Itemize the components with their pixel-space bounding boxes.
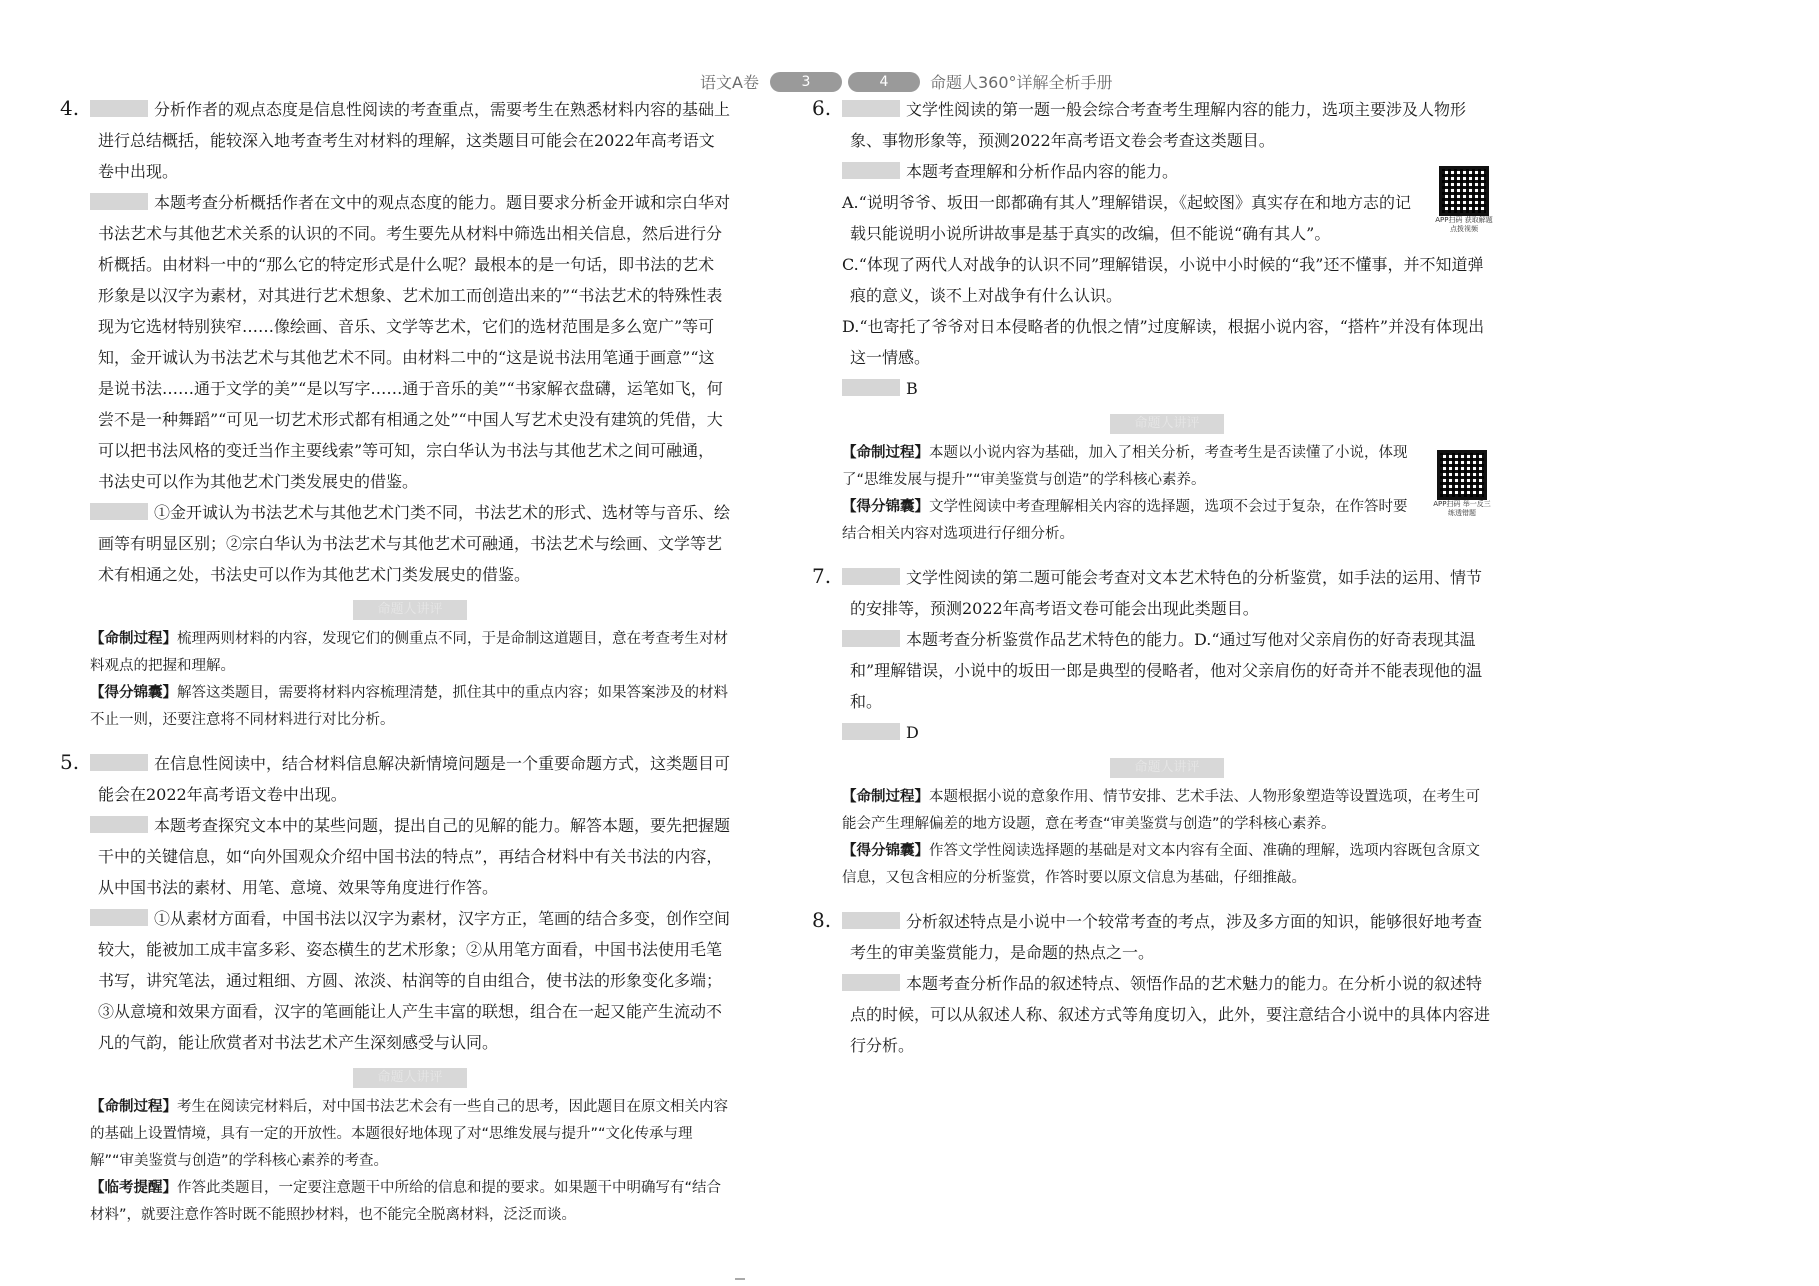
qr-code-2[interactable]: [1432, 450, 1492, 518]
intro-text: 文学性阅读的第二题可能会考查对文本艺术特色的分析鉴赏，如手法的运用、情节的安排等，预测2022年高考语文卷可能会出现此类题目。: [850, 568, 1483, 618]
question-number: 4.: [60, 96, 80, 120]
note-label: 【得分锦囊】: [842, 499, 929, 515]
note-label: 【临考提醒】: [90, 1180, 177, 1196]
question-6: [812, 94, 1493, 548]
question-8: [812, 906, 1492, 1061]
label-tag: [90, 909, 148, 926]
analysis-text: 本题考查探究文本中的某些问题，提出自己的见解的能力。解答本题，要先把握题干中的关键信息，如“向外国观众介绍中国书法的特点”，再结合材料中有关书法的内容，从中国书法的素材、用笔、意境、效果等角度进行作答。: [98, 816, 731, 897]
intro-text: 分析作者的观点态度是信息性阅读的考查重点，需要考生在熟悉材料内容的基础上进行总结概括，能较深入地考查考生对材料的理解，这类题目可能会在2022年高考语文卷中出现。: [98, 100, 731, 181]
label-tag: [842, 568, 900, 585]
option-c: C.“体现了两代人对战争的认识不同”理解错误，小说中小时候的“我”还不懂事，并不知道弹痕的意义，谈不上对战争有什么认识。: [842, 255, 1484, 305]
label-tag: [842, 974, 900, 991]
right-column: [812, 88, 1493, 1061]
section-banner: 命题人讲评: [1110, 414, 1224, 434]
note-text: 梳理两则材料的内容，发现它们的侧重点不同，于是命制这道题目，意在考查考生对材料观点的把握和理解。: [90, 631, 728, 674]
qr-caption: APP扫码 举一反三练透错题: [1433, 500, 1491, 517]
label-tag: [90, 503, 148, 520]
question-7: [812, 562, 1492, 892]
page-divider-mark: [735, 1278, 745, 1280]
question-number: 5.: [60, 750, 80, 774]
note-label: 【得分锦囊】: [90, 685, 177, 701]
note-label: 【命制过程】: [842, 789, 929, 805]
answer-text: B: [906, 379, 918, 398]
note-text: 作答文学性阅读选择题的基础是对文本内容有全面、准确的理解，选项内容既包含原文信息，又包含相应的分析鉴赏，作答时要以原文信息为基础，仔细推敲。: [842, 843, 1480, 886]
header-subject: 语文A卷: [700, 73, 759, 92]
label-tag: [90, 193, 148, 210]
analysis-text: 本题考查分析概括作者在文中的观点态度的能力。题目要求分析金开诚和宗白华对书法艺术与其他艺术关系的认识的不同。考生要先从材料中筛选出相关信息，然后进行分析概括。由材料一中的“那么它的特定形式是什么呢？最根本的是一句话，即书法的艺术形象是以汉字为素材，对其进行艺术想象、艺术加工而创造出来的”“书法艺术的特殊性表现为它选材特别狭窄……像绘画、音乐、文学等艺术，它们的选材范围是多么宽广”等可知，金开诚认为书法艺术与其他艺术不同。由材料二中的“这是说书法用笔通于画意”“这是说书法……通于文学的美”“是以写字……通于音乐的美”“书家解衣盘礴，运笔如飞，何尝不是一种舞蹈”“可见一切艺术形式都有相通之处”“中国人写艺术史没有建筑的凭借，大可以把书法风格的变迁当作主要线索”等可知，宗白华认为书法与其他艺术之间可融通，书法史可以作为其他艺术门类发展史的借鉴。: [98, 193, 731, 491]
qr-code-1[interactable]: [1434, 166, 1494, 234]
note-text: 本题根据小说的意象作用、情节安排、艺术手法、人物形象塑造等设置选项，在考生可能会产生理解偏差的地方设题，意在考查“审美鉴赏与创造”的学科核心素养。: [842, 789, 1480, 832]
note-text: 解答这类题目，需要将材料内容梳理清楚，抓住其中的重点内容；如果答案涉及的材料不止一则，还要注意将不同材料进行对比分析。: [90, 685, 728, 728]
qr-code-icon: [1439, 166, 1489, 216]
option-a: A.“说明爷爷、坂田一郎都确有其人”理解错误，《起蛟图》真实存在和地方志的记载只能说明小说所讲故事是基于真实的改编，但不能说“确有其人”。: [842, 193, 1412, 243]
intro-text: 文学性阅读的第一题一般会综合考查考生理解内容的能力，选项主要涉及人物形象、事物形象等，预测2022年高考语文卷会考查这类题目。: [850, 100, 1467, 150]
label-tag: [90, 100, 148, 117]
question-number: 8.: [812, 908, 832, 932]
question-number: 7.: [812, 564, 832, 588]
label-tag: [842, 379, 900, 396]
qr-caption: APP扫码 获取解题点拨视频: [1435, 216, 1493, 233]
note-label: 【命制过程】: [90, 631, 177, 647]
answer-text: ①金开诚认为书法艺术与其他艺术门类不同，书法艺术的形式、选材等与音乐、绘画等有明显区别；②宗白华认为书法艺术与其他艺术可融通，书法艺术与绘画、文学等艺术有相通之处，书法史可以作为其他艺术门类发展史的借鉴。: [98, 503, 731, 584]
note-label: 【得分锦囊】: [842, 843, 929, 859]
left-column: [60, 88, 731, 1229]
header-title: 命题人360°详解全析手册: [930, 73, 1113, 92]
header-page-left: 3: [770, 72, 842, 92]
analysis-text: 本题考查分析作品的叙述特点、领悟作品的艺术魅力的能力。在分析小说的叙述特点的时候，可以从叙述人称、叙述方式等角度切入，此外，要注意结合小说中的具体内容进行分析。: [850, 974, 1491, 1055]
note-text: 作答此类题目，一定要注意题干中所给的信息和提的要求。如果题干中明确写有“结合材料”，就要注意作答时既不能照抄材料，也不能完全脱离材料，泛泛而谈。: [90, 1180, 722, 1223]
label-tag: [842, 100, 900, 117]
option-d: D.“也寄托了爷爷对日本侵略者的仇恨之情”过度解读，根据小说内容，“搭杵”并没有体现出这一情感。: [842, 317, 1485, 367]
analysis-text: 本题考查理解和分析作品内容的能力。: [906, 162, 1179, 181]
note-label: 【命制过程】: [90, 1099, 177, 1115]
label-tag: [842, 162, 900, 179]
note-label: 【命制过程】: [842, 445, 929, 461]
question-number: 6.: [812, 96, 832, 120]
intro-text: 在信息性阅读中，结合材料信息解决新情境问题是一个重要命题方式，这类题目可能会在2022年高考语文卷中出现。: [98, 754, 731, 804]
intro-text: 分析叙述特点是小说中一个较常考查的考点，涉及多方面的知识，能够很好地考查考生的审美鉴赏能力，是命题的热点之一。: [850, 912, 1483, 962]
label-tag: [842, 630, 900, 647]
answer-text: ①从素材方面看，中国书法以汉字为素材，汉字方正，笔画的结合多变，创作空间较大，能被加工成丰富多彩、姿态横生的艺术形象；②从用笔方面看，中国书法使用毛笔书写，讲究笔法，通过粗细、方圆、浓淡、枯润等的自由组合，使书法的形象变化多端；③从意境和效果方面看，汉字的笔画能让人产生丰富的联想，组合在一起又能产生流动不凡的气韵，能让欣赏者对书法艺术产生深刻感受与认同。: [98, 909, 731, 1052]
label-tag: [842, 912, 900, 929]
answer-text: D: [906, 723, 919, 742]
section-banner: 命题人讲评: [353, 1068, 467, 1088]
section-banner: 命题人讲评: [353, 600, 467, 620]
label-tag: [90, 816, 148, 833]
label-tag: [90, 754, 148, 771]
note-text: 文学性阅读中考查理解相关内容的选择题，选项不会过于复杂，在作答时要结合相关内容对选项进行仔细分析。: [842, 499, 1408, 542]
label-tag: [842, 723, 900, 740]
question-5: [60, 748, 731, 1229]
header-page-right: 4: [848, 72, 920, 92]
qr-code-icon: [1437, 450, 1487, 500]
question-4: [60, 94, 731, 734]
section-banner: 命题人讲评: [1110, 758, 1224, 778]
note-text: 本题以小说内容为基础，加入了相关分析，考查考生是否读懂了小说，体现了“思维发展与提升”“审美鉴赏与创造”的学科核心素养。: [842, 445, 1408, 488]
note-text: 考生在阅读完材料后，对中国书法艺术会有一些自己的思考，因此题目在原文相关内容的基础上设置情境，具有一定的开放性。本题很好地体现了对“思维发展与提升”“文化传承与理解”“审美鉴赏与创造”的学科核心素养的考查。: [90, 1099, 728, 1169]
analysis-text: 本题考查分析鉴赏作品艺术特色的能力。D.“通过写他对父亲肩伤的好奇表现其温和”理解错误，小说中的坂田一郎是典型的侵略者，他对父亲肩伤的好奇并不能表现他的温和。: [850, 630, 1483, 711]
